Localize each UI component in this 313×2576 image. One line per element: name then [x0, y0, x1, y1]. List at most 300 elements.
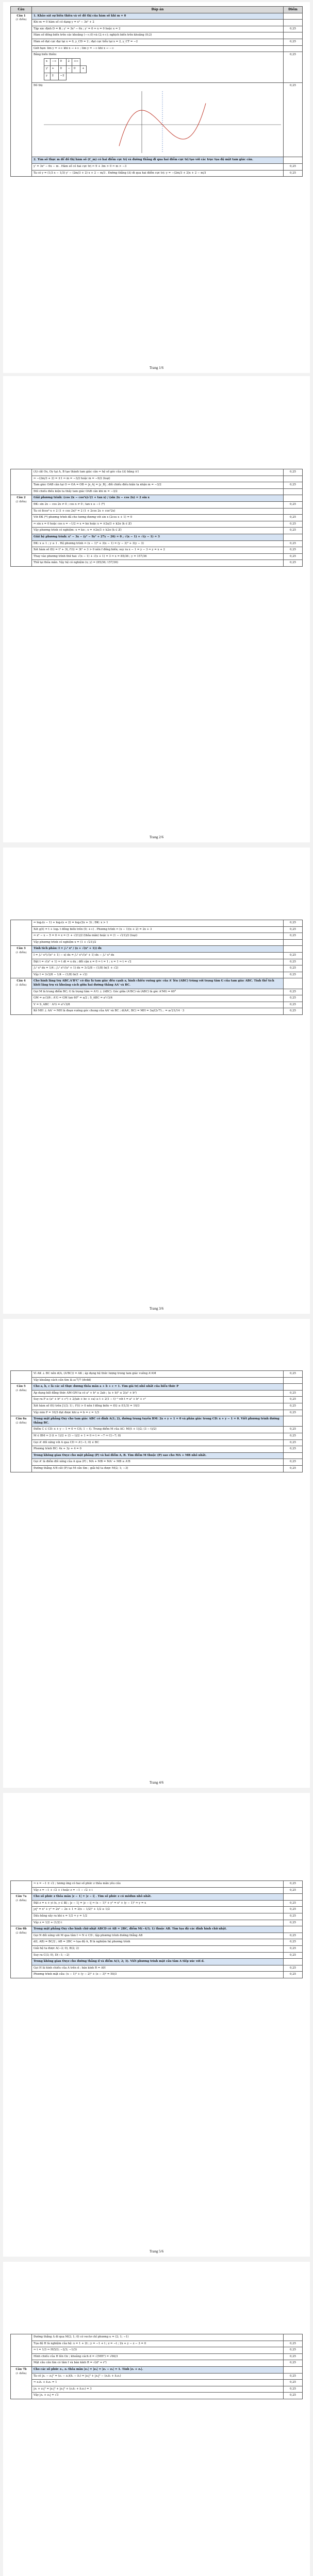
- question-label: Câu 2: [17, 496, 26, 500]
- step-text: Trong không gian Oxyz cho mặt phẳng (P) và hai điểm A, B. Tìm điểm M thuộc (P) sao cho MA + MB nhỏ nhất.: [34, 1453, 207, 1457]
- table-row: [11, 946, 303, 953]
- score-cell: 0,25: [284, 2386, 303, 2393]
- score-cell: 0,25: [284, 52, 303, 83]
- solution-step: [32, 482, 284, 489]
- step-text: ĐK: x ≥ 1 ; y ≥ 1 . Hệ phương trình ⇔ (x − 1)³ + 3(x − 1) = (y − 3)³ + 3(y − 3): [34, 541, 144, 545]
- question-label: Câu 6a: [15, 1417, 27, 1421]
- score-cell: 0,25: [284, 965, 303, 972]
- table-row: [11, 1403, 303, 1410]
- step-text: Ta có 8cos⁴ x + 2 (1 + cos 2x)² = 2 (1 + 2cos 2x + cos²2x): [34, 509, 116, 513]
- solution-step: [32, 1939, 284, 1946]
- solution-step: [32, 926, 284, 933]
- step-text: Thử lại thỏa mãn. Vậy hệ có nghiệm (x; y) = (85/36; 157/36): [34, 561, 119, 565]
- variation-row: [44, 58, 87, 65]
- table-row: [11, 1427, 303, 1433]
- table-row: [11, 1894, 303, 1901]
- step-text: Ta có y = (1/3 x − 1/3) y' − (2m/3 + 2) x + 2 − m/3 . Đường thẳng (Δ) đi qua hai điểm cực trị: y = −(2m/3 + 2)x + 2 − m/3: [34, 171, 206, 175]
- page: [3, 2262, 310, 2576]
- score-cell: 0,25: [284, 163, 303, 170]
- step-text: ⇔ −(2m/3 + 2) = ±1 ⇔ m = −3/2 hoặc m = −9/2 (loại): [34, 477, 110, 480]
- question-cell: [11, 469, 32, 495]
- solution-step: [32, 1972, 284, 1978]
- solution-step: [32, 920, 284, 927]
- step-text: ⇒ x = −1 ± √2 ; tương ứng có hai số phức z thỏa mãn yêu cầu: [34, 1882, 121, 1885]
- step-text: Vậy z = −1 + √2 + i hoặc z = −1 − √2 + i: [34, 1888, 93, 1892]
- step-text: Giới hạn: lim y = +∞ khi x → +∞ ; lim y = −∞ khi x → −∞: [34, 46, 114, 50]
- solution-step: [32, 2360, 284, 2367]
- table-row: [11, 1887, 303, 1894]
- solution-step: [32, 476, 284, 482]
- variation-row: [44, 65, 87, 73]
- solution-step: [32, 1427, 284, 1433]
- step-text: Trong không gian Oxyz cho đường thẳng d và điểm A(1; 2; 3). Viết phương trình mặt cầu tâm A tiếp xúc với d.: [34, 1960, 205, 1963]
- solution-step: [32, 2393, 284, 2399]
- score-cell: 0,25: [284, 560, 303, 567]
- score-cell: 0,25: [284, 1939, 303, 1946]
- step-text: |z₁ + z₂|² = |z₁|² + |z₂|² + (z₁z̄₂ + z̄₁z₂) = 3: [34, 2387, 92, 2391]
- score-cell: 0,25: [284, 952, 303, 959]
- step-text: Vậy khoảng cách cần tìm là a√7/7 (đvđd): [34, 1378, 91, 1382]
- table-row: [11, 1907, 303, 1913]
- question-points: (2 điểm): [15, 1421, 27, 1425]
- question-cell: [11, 2334, 32, 2367]
- question-label: Câu 5: [17, 1385, 26, 1388]
- score-cell: 0,25: [284, 1459, 303, 1466]
- question-cell: [11, 1881, 32, 1894]
- score-cell: [284, 495, 303, 502]
- table-row: [11, 501, 303, 508]
- score-cell: 0,25: [284, 1952, 303, 1959]
- table-row: [11, 163, 303, 170]
- score-cell: 0,25: [284, 933, 303, 940]
- score-cell: 0,25: [284, 2347, 303, 2354]
- table-row: [11, 1945, 303, 1952]
- variation-cell: +∞: [72, 58, 80, 65]
- table-row: [11, 1920, 303, 1926]
- question-label: Câu 1: [17, 14, 26, 18]
- solution-step: [32, 1390, 284, 1397]
- table-row: [11, 521, 303, 528]
- step-text: Thay vào phương trình thứ hai: √(x − 1) + √(x + 1) = 3 ⇔ x = 85/36 ; y = 157/36: [34, 554, 147, 558]
- table-row: [11, 170, 303, 177]
- step-text: ⇒ t = 1/3 ⇒ H(5/3; −2/3; −1/3): [34, 2348, 77, 2352]
- question-cell: [11, 13, 32, 177]
- question-label: Câu 4: [17, 979, 26, 983]
- solution-step: [32, 52, 284, 83]
- page-footer: Trang 1/6: [149, 366, 164, 370]
- question-cell: [11, 920, 32, 946]
- table-row: [11, 965, 303, 972]
- step-text: Gọi N đối xứng với M qua tâm I ⇒ N ∈ CD ; lập phương trình đường thẳng AB: [34, 1934, 143, 1937]
- variation-cell: 2: [66, 58, 72, 65]
- table-row: [11, 1390, 303, 1397]
- table-row: [11, 972, 303, 978]
- table-row: [11, 2341, 303, 2347]
- score-cell: 0,25: [284, 1427, 303, 1433]
- problem-statement: [32, 1926, 284, 1933]
- step-text: |z|² = x² + y² = 2x² − 2x + 1 = 2(x − 1/2)² + 1/2 ≥ 1/2: [34, 1908, 110, 1911]
- score-cell: 0,25: [284, 1933, 303, 1939]
- score-cell: 0,25: [284, 972, 303, 978]
- table-row: [11, 1933, 303, 1939]
- table-row: [11, 1972, 303, 1978]
- step-text: V = S_ABC · A'G = a³√3/8: [34, 1003, 70, 1006]
- page: [3, 1319, 310, 1788]
- solution-step: [32, 547, 284, 554]
- step-text: Tính tích phân: I = ∫₀¹ x² / (x + √(x² + 1)) dx: [34, 947, 102, 951]
- question-cell: [11, 1416, 32, 1472]
- question-cell: [11, 1384, 32, 1416]
- step-text: Trong mặt phẳng Oxy cho tam giác ABC có đỉnh A(1; 2), đường trung tuyến BM: 2x + y + 1 = 0 và phân giác trong CD: x + y − 1 = 0. Viết phương trình đường thẳng BC.: [34, 1417, 279, 1425]
- solution-step: [32, 521, 284, 528]
- solution-step: [32, 163, 284, 170]
- score-cell: 0,25: [284, 959, 303, 965]
- score-cell: 0,25: [284, 528, 303, 534]
- table-row: [11, 528, 303, 534]
- problem-statement: [32, 1959, 284, 1965]
- score-cell: 0,25: [284, 2373, 303, 2380]
- table-row: [11, 1926, 303, 1933]
- solution-step: [32, 1907, 284, 1913]
- score-cell: 0,25: [284, 1965, 303, 1972]
- solution-step: [32, 1002, 284, 1008]
- solution-step: [32, 2341, 284, 2347]
- variation-cell: 0: [72, 65, 80, 73]
- table-row: [11, 508, 303, 515]
- solution-step: [32, 2373, 284, 2380]
- table-row: [11, 26, 303, 32]
- problem-statement: [32, 157, 284, 164]
- table-row: [11, 553, 303, 560]
- score-cell: 0,25: [284, 482, 303, 489]
- page-footer: Trang 5/6: [149, 2249, 164, 2253]
- step-text: ⇔ sin x = 0 hoặc cos x = −1/2 ⇔ x = kπ hoặc x = ±2π/3 + k2π (k ∈ ℤ): [34, 522, 132, 526]
- step-text: Điểm C ∈ CD: x + y − 1 = 0 ⇒ C(t; 1 − t). Trung điểm M của AC: M((t + 1)/2; (3 − t)/2): [34, 1428, 157, 1431]
- solution-step: [32, 26, 284, 32]
- solution-step: [32, 2380, 284, 2386]
- solution-step: [32, 1945, 284, 1952]
- header-cau: Câu: [11, 7, 32, 13]
- score-cell: 0,25: [284, 2393, 303, 2399]
- solution-step: [32, 1965, 284, 1972]
- score-cell: 0,25: [284, 1920, 303, 1926]
- step-text: d(I, AB) = BC/2 ; AB = 2BC ⇒ tọa độ A, B là nghiệm hệ phương trình: [34, 1940, 130, 1944]
- problem-statement: [32, 946, 284, 953]
- solution-step: [32, 45, 284, 52]
- page: [3, 2, 310, 373]
- step-text: Vậy phương trình có nghiệm: x = kπ ; x = ±2π/3 + k2π (k ∈ ℤ): [34, 529, 122, 532]
- score-cell: [284, 157, 303, 164]
- solution-step: [32, 1008, 284, 1015]
- table-row: [11, 476, 303, 482]
- solution-step: [32, 1397, 284, 1403]
- table-header-row: [11, 7, 303, 13]
- table-row: [11, 989, 303, 995]
- step-text: Gọi M là trung điểm BC; G là trọng tâm ⇒ A'G ⊥ (ABC). Góc giữa (A'BC) và (ABC) là góc A'MG = 60°: [34, 990, 176, 993]
- score-cell: [284, 488, 303, 495]
- step-text: Phương trình mặt cầu: (x − 1)² + (y − 2)² + (z − 3)² = 50/3: [34, 1973, 117, 1976]
- step-text: Bảng biến thiên:: [34, 53, 57, 57]
- step-text: 1. Khảo sát sự biến thiên và vẽ đồ thị của hàm số khi m = 0: [34, 14, 126, 18]
- table-row: [11, 482, 303, 489]
- score-cell: 0,25: [284, 1900, 303, 1907]
- table-row: [11, 1446, 303, 1453]
- variation-cell: −∞: [50, 58, 58, 65]
- solution-step: [32, 32, 284, 39]
- solution-step: [32, 82, 284, 157]
- score-cell: [284, 1452, 303, 1459]
- solution-step: [32, 39, 284, 45]
- variation-cell: −2: [58, 73, 66, 80]
- table-row: [11, 82, 303, 157]
- table-row: [11, 2360, 303, 2367]
- score-cell: [284, 1384, 303, 1391]
- step-text: Vì AK ⊥ BC nên d(A, (A'BC)) = AK ; áp dụng hệ thức lượng trong tam giác vuông A'AM: [34, 1372, 156, 1375]
- score-cell: 0,25: [284, 553, 303, 560]
- step-text: Khi m = 0 hàm số có dạng y = x³ − 3x² + 2: [34, 21, 94, 24]
- step-text: Trong mặt phẳng Oxy cho hình chữ nhật ABCD có AB = 2BC, điểm M(−4/3; 1) thuộc AB. Tìm tọa độ các đỉnh hình chữ nhật.: [34, 1927, 227, 1931]
- score-cell: [284, 1959, 303, 1965]
- step-text: (Δ) cắt Ox, Oy tại A, B tạo thành tam giác cân ⇔ hệ số góc của (Δ) bằng ±1: [34, 470, 139, 473]
- page: [3, 376, 310, 842]
- table-row: [11, 1384, 303, 1391]
- question-points: (2 điểm): [15, 18, 27, 22]
- variation-cell: 0: [58, 58, 66, 65]
- score-cell: 0,25: [284, 521, 303, 528]
- step-text: Hàm số đạt cực đại tại x = 0, y_CĐ = 2 ; đạt cực tiểu tại x = 2, y_CT = −2: [34, 40, 138, 43]
- solution-step: [32, 939, 284, 946]
- solution-step: [32, 1410, 284, 1416]
- page: [3, 1793, 310, 2257]
- solution-step: [32, 1371, 284, 1378]
- score-cell: 0,25: [284, 1002, 303, 1008]
- step-text: Tập xác định D = ℝ ; y' = 3x² − 6x ; y' = 0 ⇔ x = 0 hoặc x = 2: [34, 27, 121, 30]
- score-cell: 0,25: [284, 2341, 303, 2347]
- score-cell: 0,25: [284, 1403, 303, 1410]
- page-footer: Trang 4/6: [149, 1781, 164, 1785]
- solution-step: [32, 560, 284, 567]
- solution-step: [32, 488, 284, 495]
- table-row: [11, 1371, 303, 1378]
- solution-step: [32, 515, 284, 521]
- step-text: Với ĐK (*) phương trình đã cho tương đương với sin x (2cos x + 1) = 0: [34, 516, 133, 519]
- solution-step: [32, 1377, 284, 1384]
- solution-step: [32, 1920, 284, 1926]
- table-row: [11, 1939, 303, 1946]
- score-cell: 0,25: [284, 920, 303, 927]
- table-row: [11, 1002, 303, 1008]
- score-cell: [284, 2334, 303, 2341]
- table-row: [11, 495, 303, 502]
- table-row: [11, 1377, 303, 1384]
- question-cell: [11, 495, 32, 567]
- step-text: ⇔ x² − x − 5 = 0 ⇔ x = (1 + √21)/2 (thỏa mãn) hoặc x = (1 − √21)/2 (loại): [34, 934, 138, 938]
- score-cell: 0,25: [284, 515, 303, 521]
- step-text: ĐK: sin 2x − cos 2x ≠ 0 ; cos x ≠ 0 ; tan x ≥ −1 (*): [34, 502, 105, 506]
- score-cell: 0,25: [284, 82, 303, 157]
- step-text: Vậy min P = 10/3 đạt được khi a = b = c = 1/3: [34, 1411, 100, 1414]
- step-text: Giải hệ phương trình: x³ − 3x − (y³ − 9y² + 27y − 26) = 0 ; √(x − 1) + √(y − 1) = 3: [34, 535, 160, 538]
- score-cell: 0,25: [284, 1907, 303, 1913]
- table-row: [11, 2366, 303, 2373]
- step-text: Giải hệ ta được A(−2; 0), B(2; 2): [34, 1946, 79, 1950]
- step-text: I = ∫₀¹ x²(√(x² + 1) − x) dx = ∫₀¹ x²√(x² + 1) dx − ∫₀¹ x³ dx: [34, 953, 114, 957]
- score-cell: [284, 20, 303, 26]
- step-text: Dấu bằng xảy ra khi x = 1/2 ⇒ y = 1/2: [34, 1914, 88, 1918]
- score-cell: [284, 939, 303, 946]
- score-cell: 0,25: [284, 1972, 303, 1978]
- step-text: Suy ra C(3; 0), D(−1; −2): [34, 1953, 70, 1957]
- solution-step: [32, 1403, 284, 1410]
- score-cell: 0,25: [284, 469, 303, 476]
- table-row: [11, 1959, 303, 1965]
- question-cell: [11, 1926, 32, 1978]
- variation-cell: −: [66, 65, 72, 73]
- variation-row: [44, 73, 87, 80]
- table-row: [11, 995, 303, 1002]
- score-cell: 0,25: [284, 2380, 303, 2386]
- variation-table: [44, 58, 87, 80]
- solution-step: [32, 1952, 284, 1959]
- question-cell: [11, 1894, 32, 1926]
- score-cell: 0,25: [284, 1390, 303, 1397]
- question-points: (1 điểm): [15, 2371, 27, 2375]
- solution-step: [32, 952, 284, 959]
- solution-step: [32, 2334, 284, 2341]
- table-row: [11, 2373, 303, 2380]
- problem-statement: [32, 1416, 284, 1427]
- table-row: [11, 534, 303, 540]
- question-cell: [11, 1371, 32, 1384]
- question-points: (1 điểm): [15, 1899, 27, 1902]
- variation-cell: y': [44, 65, 51, 73]
- answer-table: [10, 920, 303, 1015]
- solution-step: [32, 2347, 284, 2354]
- solution-step: [32, 501, 284, 508]
- solution-step: [32, 1439, 284, 1446]
- step-text: Xét hàm số f(t) trên [1/3; 1) ; f'(t) > 0 nên f đồng biến ⇒ f(t) ≥ f(1/3) = 10/3: [34, 1404, 140, 1408]
- step-text: M ∈ BM ⇒ 2·(t + 1)/2 + (3 − t)/2 + 1 = 0 ⇔ t = −7 ⇒ C(−7; 8): [34, 1434, 121, 1437]
- variation-cell: y: [44, 73, 51, 80]
- score-cell: [284, 946, 303, 953]
- question-label: Câu 7b: [15, 2367, 27, 2371]
- variation-cell: 0: [58, 65, 66, 73]
- score-cell: 0,25: [284, 926, 303, 933]
- table-row: [11, 488, 303, 495]
- step-text: ⇔ log₂(x − 1) + log₂(x + 2) = log₂(2x + 3) ; ĐK: x > 1: [34, 921, 108, 924]
- question-cell: [11, 2366, 32, 2399]
- question-points: (1 điểm): [15, 983, 27, 987]
- problem-statement: [32, 1384, 284, 1391]
- solution-step: [32, 989, 284, 995]
- solution-step: [32, 20, 284, 26]
- score-cell: 0,25: [284, 1439, 303, 1446]
- solution-step: [32, 1459, 284, 1466]
- answer-table: [10, 469, 303, 567]
- step-text: Phương trình BC: 4x + 3y + 4 = 0: [34, 1447, 81, 1451]
- score-cell: 0,25: [284, 2353, 303, 2360]
- variation-cell: +: [50, 65, 58, 73]
- question-cell: [11, 946, 32, 978]
- solution-step: [32, 1465, 284, 1472]
- score-cell: 0,25: [284, 501, 303, 508]
- score-cell: 0,25: [284, 1008, 303, 1015]
- table-row: [11, 1913, 303, 1920]
- table-row: [11, 13, 303, 20]
- score-cell: 0,25: [284, 39, 303, 45]
- step-text: Đường thẳng A'B cắt (P) tại M cần tìm ; giải hệ ta được M(2; 1; −3): [34, 1466, 128, 1470]
- page-footer: Trang 3/6: [149, 1307, 164, 1311]
- variation-cell: 2: [50, 73, 58, 80]
- table-row: [11, 1433, 303, 1439]
- score-cell: [284, 476, 303, 482]
- solution-step: [32, 1933, 284, 1939]
- step-text: Tam giác OAB cân tại O ⇔ OA = OB ⇔ |x_A| = |y_B| ; đối chiếu điều kiện ta nhận m = −3/2: [34, 483, 161, 487]
- answer-table: [10, 6, 303, 177]
- solution-step: [32, 1446, 284, 1453]
- table-row: [11, 933, 303, 940]
- table-row: [11, 2334, 303, 2341]
- problem-statement: [32, 2366, 284, 2373]
- problem-statement: [32, 978, 284, 989]
- score-cell: 0,25: [284, 2360, 303, 2367]
- step-text: Giải phương trình: (cos 2x − cos²x)√(1 + tan x) / (sin 2x − cos 2x) = 2 sin x: [34, 496, 150, 500]
- step-text: Gọi A' đối xứng với A qua CD ⇒ A'(−1; 0) ∈ BC: [34, 1440, 100, 1444]
- step-text: Cho các số phức z₁, z₂ thỏa mãn |z₁| = |z₂| = |z₁ − z₂| = 1. Tính |z₁ + z₂|.: [34, 2367, 143, 2371]
- score-cell: 0,25: [284, 26, 303, 32]
- step-text: Hình chiếu của H lên Oz ; khoảng cách d = √(MH²) = √66/3: [34, 2354, 118, 2358]
- table-row: [11, 1881, 303, 1888]
- table-row: [11, 1008, 303, 1015]
- table-row: [11, 2380, 303, 2386]
- step-text: Mặt cầu cần tìm có tâm I và bán kính R = √(d² + r²): [34, 2361, 107, 2365]
- table-row: [11, 959, 303, 965]
- step-text: Vậy z = 1/2 + (1/2) i: [34, 1921, 62, 1924]
- step-text: Đối chiếu điều kiện ta thấy tam giác OAB cân khi m = −3/2: [34, 489, 118, 493]
- step-text: Đồ thị:: [34, 83, 43, 87]
- solution-step: [32, 528, 284, 534]
- table-row: [11, 1952, 303, 1959]
- function-graph: [34, 89, 291, 156]
- score-cell: 0,25: [284, 1465, 303, 1472]
- score-cell: 0,25: [284, 540, 303, 547]
- score-cell: 0,25: [284, 989, 303, 995]
- table-row: [11, 920, 303, 927]
- score-cell: [284, 45, 303, 52]
- solution-step: [32, 553, 284, 560]
- solution-step: [32, 2353, 284, 2360]
- problem-statement: [32, 534, 284, 540]
- step-text: Cho a, b, c là các số thực dương thỏa mãn a + b + c = 1. Tìm giá trị nhỏ nhất của biểu thức P: [34, 1385, 179, 1388]
- score-cell: 0,25: [284, 1397, 303, 1403]
- step-text: Xét g(t) = t + log₂ t đồng biến trên (0; +∞) . Phương trình ⇔ (x − 1)(x + 2) = 2x + 3: [34, 927, 152, 931]
- question-label: Câu 3: [17, 947, 26, 951]
- table-row: [11, 20, 303, 26]
- question-points: (1 điểm): [15, 1388, 27, 1392]
- page-footer: Trang 2/6: [149, 835, 164, 839]
- score-cell: [284, 32, 303, 39]
- table-row: [11, 547, 303, 554]
- score-cell: [284, 2366, 303, 2373]
- step-text: Vậy phương trình có nghiệm x = (1 + √21)/2: [34, 940, 96, 944]
- step-text: ⇒ z₁z̄₂ + z̄₁z₂ = 1: [34, 2381, 57, 2384]
- score-cell: 0,25: [284, 1433, 303, 1439]
- problem-statement: [32, 1894, 284, 1901]
- answer-table: [10, 1370, 303, 1472]
- score-cell: 0,25: [284, 1410, 303, 1416]
- table-row: [11, 32, 303, 39]
- solution-step: [32, 540, 284, 547]
